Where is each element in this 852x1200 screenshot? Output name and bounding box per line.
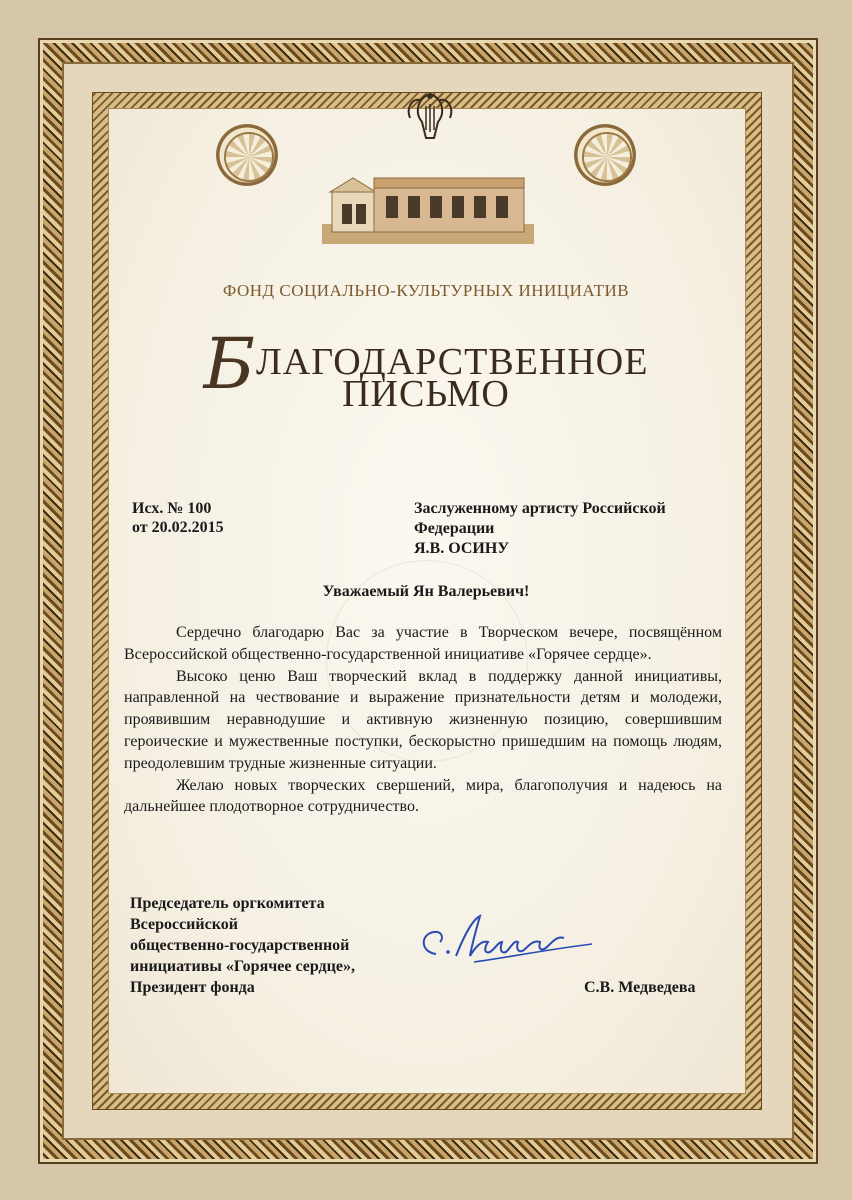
letter-body	[124, 622, 722, 818]
mansion-illustration	[322, 168, 534, 244]
body-paragraph-1: Сердечно благодарю Вас за участие в Творческом вечере, посвящённом Всероссийской общественно-государственной инициативе «Горячее сердце».	[124, 624, 722, 663]
signer-line-2: Всероссийской	[130, 916, 238, 933]
signer-name: С.В. Медведева	[584, 979, 696, 996]
greeting: Уважаемый Ян Валерьевич!	[322, 583, 530, 600]
right-rosette-icon	[582, 132, 632, 182]
outgoing-reference	[132, 499, 224, 537]
lyre-emblem-icon	[404, 88, 456, 144]
signer-line-4: инициативы «Горячее сердце»,	[130, 958, 355, 975]
signer-line-3: общественно-государственной	[130, 937, 350, 954]
foundation-name: ФОНД СОЦИАЛЬНО-КУЛЬТУРНЫХ ИНИЦИАТИВ	[222, 281, 630, 300]
title-initial-letter: Б	[203, 323, 257, 405]
left-rosette-icon	[224, 132, 274, 182]
body-paragraph-2: Высоко ценю Ваш творческий вклад в поддержку данной инициативы, направленной на чествование и выражение признательности детям и молодежи, проявившим неравнодушие и активную жизненную позицию, совершившим героические и мужественные поступки, бескорыстно пришедшим на помощь людям, преодолевшим трудные жизненные ситуации.	[124, 667, 722, 772]
reference-number: Исх. № 100	[132, 500, 212, 517]
signer-title-block	[130, 893, 355, 998]
addressee-line-2: Федерации	[414, 520, 495, 537]
handwritten-signature	[414, 906, 596, 976]
addressee-block	[414, 499, 666, 559]
title-line-1-rest: ЛАГОДАРСТВЕННОЕ	[256, 341, 649, 383]
addressee-line-1: Заслуженному артисту Российской	[414, 500, 666, 517]
signer-line-5: Президент фонда	[130, 979, 255, 996]
signer-line-1: Председатель оргкомитета	[130, 895, 325, 912]
addressee-name: Я.В. ОСИНУ	[414, 540, 510, 557]
title-line-2: ПИСЬМО	[342, 373, 510, 415]
body-paragraph-3: Желаю новых творческих свершений, мира, благополучия и надеюсь на дальнейшее плодотворное сотрудничество.	[124, 776, 722, 816]
reference-date: от 20.02.2015	[132, 519, 224, 536]
